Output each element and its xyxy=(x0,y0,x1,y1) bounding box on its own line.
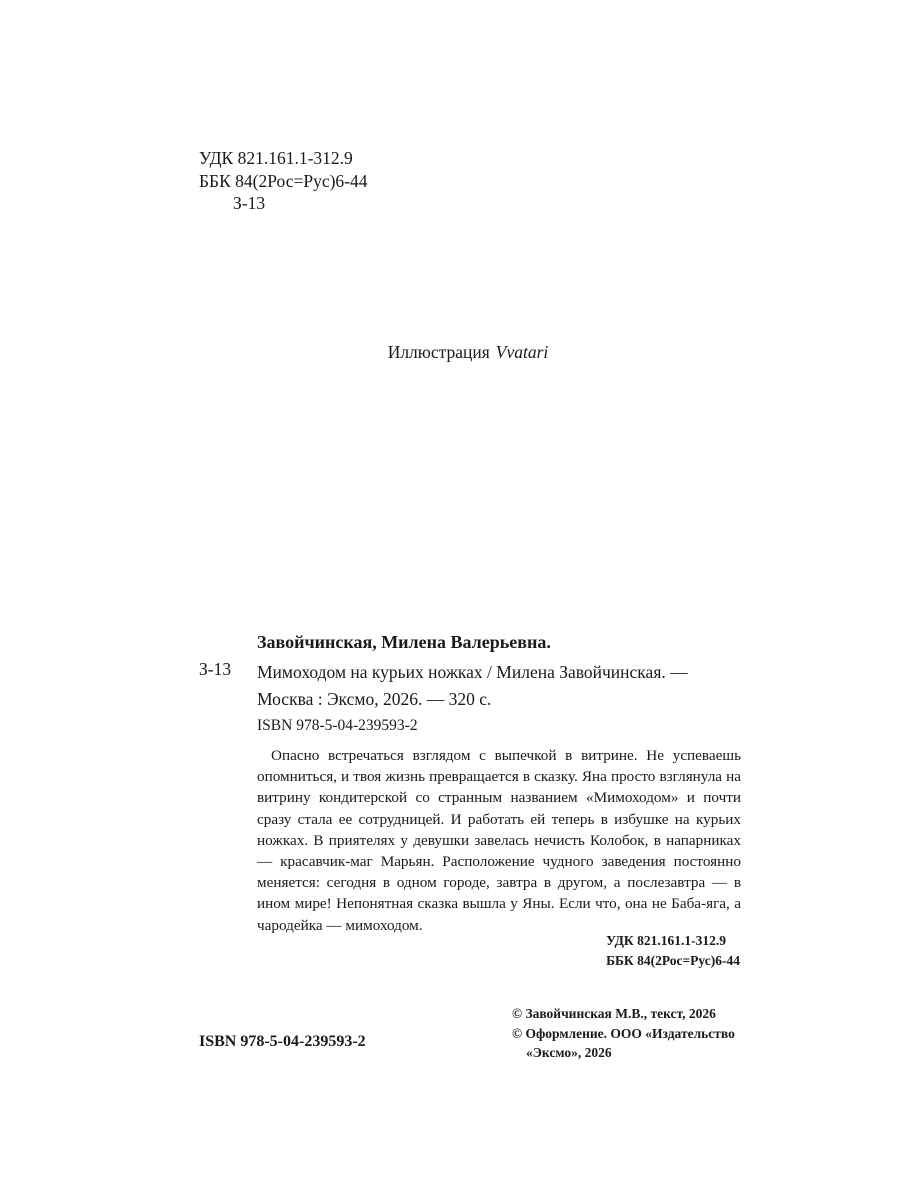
annotation-text: Опасно встречаться взглядом с выпечкой в витрине. Не успеваешь опомниться, и твоя жизнь превращается в сказку. Яна просто взглянула на витрину кондитерской со странным названием «Мимоходом» и почти сразу стала ее сотрудницей. И работать ей теперь в избушке на курьих ножках. В приятелях у девушки завелась нечисть Колобок, в напарниках — красавчик-маг Марьян. Расположение чудного заведения постоянно меняется: сегодня в одном городе, завтра в другом, а послезавтра — в ином мире! Непонятная сказка вышла у Яны. Если что, она не Баба-яга, а чародейка — мимоходом. xyxy=(257,747,741,934)
title-line-2: Москва : Эксмо, 2026. — 320 с. xyxy=(257,689,492,709)
bbk-code: ББК 84(2Рос=Рус)6-44 xyxy=(199,170,368,191)
author-mark-top: З-13 xyxy=(233,193,266,213)
bibliographic-description xyxy=(257,659,747,713)
copyright-block xyxy=(512,1004,735,1063)
copyright-line-1: © Завойчинская М.В., текст, 2026 xyxy=(512,1006,716,1021)
illustration-artist: Vvatari xyxy=(495,342,549,362)
illustration-label: Иллюстрация xyxy=(387,342,490,362)
title-line-1: Мимоходом на курьих ножках / Милена Завойчинская. — xyxy=(257,662,688,682)
illustration-credit xyxy=(0,342,900,363)
classification-codes-top xyxy=(199,147,368,215)
author-name: Завойчинская, Милена Валерьевна. xyxy=(257,632,551,652)
copyright-line-2: © Оформление. ООО «Издательство xyxy=(512,1025,735,1041)
udk-code: УДК 821.161.1-312.9 xyxy=(199,148,353,168)
copyright-line-3: «Эксмо», 2026 xyxy=(526,1045,612,1060)
isbn-bottom: ISBN 978-5-04-239593-2 xyxy=(199,1033,366,1050)
isbn-catalog: ISBN 978-5-04-239593-2 xyxy=(257,717,418,734)
udk-code-bottom: УДК 821.161.1-312.9 xyxy=(606,933,726,948)
bbk-code-bottom: ББК 84(2Рос=Рус)6-44 xyxy=(606,953,740,968)
author-mark: З-13 xyxy=(199,659,232,679)
classification-codes-bottom xyxy=(606,931,740,971)
